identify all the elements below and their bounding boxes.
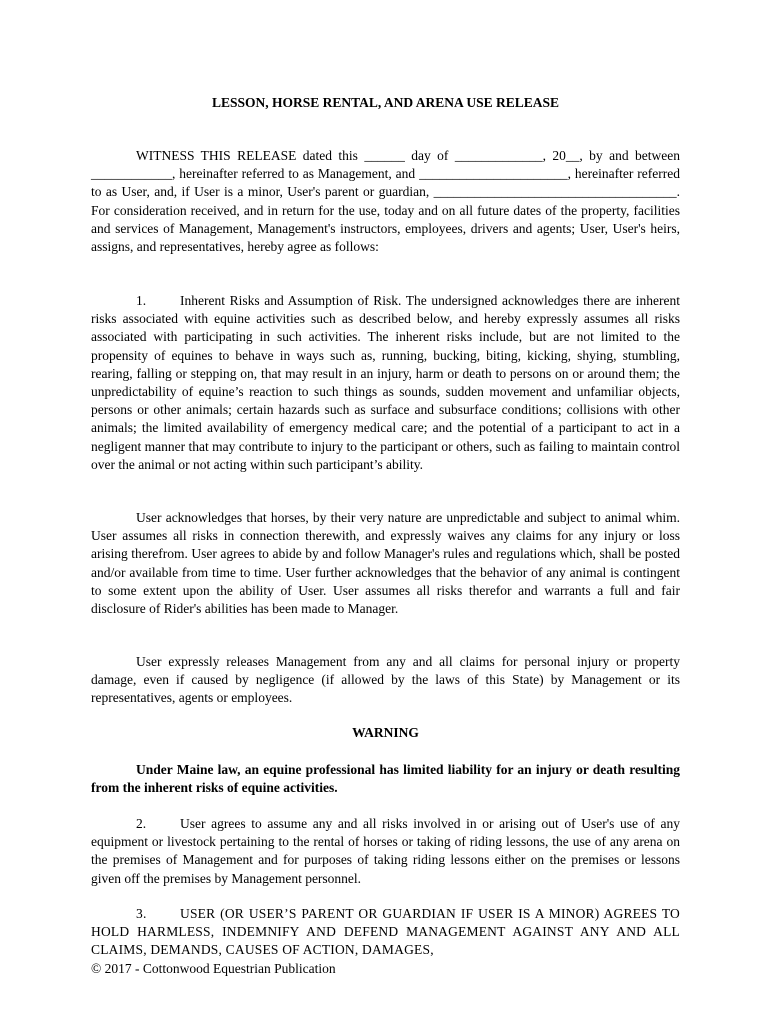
intro-paragraph: WITNESS THIS RELEASE dated this ______ day of _____________, 20__, by and between ____________, hereinafter referred to as Management, and ______________________, hereinafter referred to as User, and, if User is a minor, User's parent or guardian, ____________________________________. For consideration received, and in return for the use, today and on all future dates of the property, facilities and services of Management, Management's instructors, employees, drivers and agents; User, User's heirs, assigns, and representatives, hereby agree as follows: [91,148,680,255]
section-2-number: 2. [136,816,147,831]
warning-text: Under Maine law, an equine professional has limited liability for an injury or death resulting from the inherent risks of equine activities. [91,762,680,796]
section-1-number: 1. [136,293,147,308]
document-title: LESSON, HORSE RENTAL, AND ARENA USE RELEASE [211,95,560,110]
section-3-number: 3. [136,906,147,921]
section-3-paragraph [91,905,680,960]
section-2-paragraph [91,815,680,888]
section-3-text: USER (OR USER’S PARENT OR GUARDIAN IF USER IS A MINOR) AGREES TO HOLD HARMLESS, INDEMNIFY AND DEFEND MANAGEMENT AGAINST ANY AND ALL CLAIMS, DEMANDS, CAUSES OF ACTION, DAMAGES, [91,906,680,958]
warning-heading: WARNING [352,725,419,740]
section-1-text: Inherent Risks and Assumption of Risk. The undersigned acknowledges there are inherent risks associated with equine activities such as described below, and hereby expressly assumes all risks associated with participating in such activities. The inherent risks include, but are not limited to the propensity of equines to behave in ways such as, running, bucking, biting, kicking, shying, stumbling, rearing, falling or stepping on, that may result in an injury, harm or death to persons on or around them; the unpredictability of equine’s reaction to such things as sounds, sudden movement and unfamiliar objects, persons or other animals; certain hazards such as surface and subsurface conditions; collisions with other animals; the limited availability of emergency medical care; and the potential of a participant to act in a negligent manner that may contribute to injury to the participant or others, such as failing to maintain control over the animal or not acting within such participant’s ability. [91,293,680,472]
copyright-footer: © 2017 - Cottonwood Equestrian Publication [91,961,336,976]
section-1-paragraph [91,292,680,474]
section-2-text: User agrees to assume any and all risks involved in or arising out of User's use of any equipment or livestock pertaining to the rental of horses or taking of riding lessons, the use of any arena on the premises of Management and for purposes of taking riding lessons either on the premises or lessons given off the premises by Management personnel. [91,816,680,886]
acknowledges-paragraph: User acknowledges that horses, by their very nature are unpredictable and subject to animal whim. User assumes all risks in connection therewith, and expressly waives any claims for any injury or loss arising therefrom. User agrees to abide by and follow Manager's rules and regulations which, shall be posted and/or available from time to time. User further acknowledges that the behavior of any animal is contingent to some extent upon the ability of User. User assumes all risks therefor and warrants a full and fair disclosure of Rider's abilities has been made to Manager. [91,510,680,617]
releases-paragraph: User expressly releases Management from any and all claims for personal injury or property damage, even if caused by negligence (if allowed by the laws of this State) by Management or its representatives, agents or employees. [91,654,680,706]
